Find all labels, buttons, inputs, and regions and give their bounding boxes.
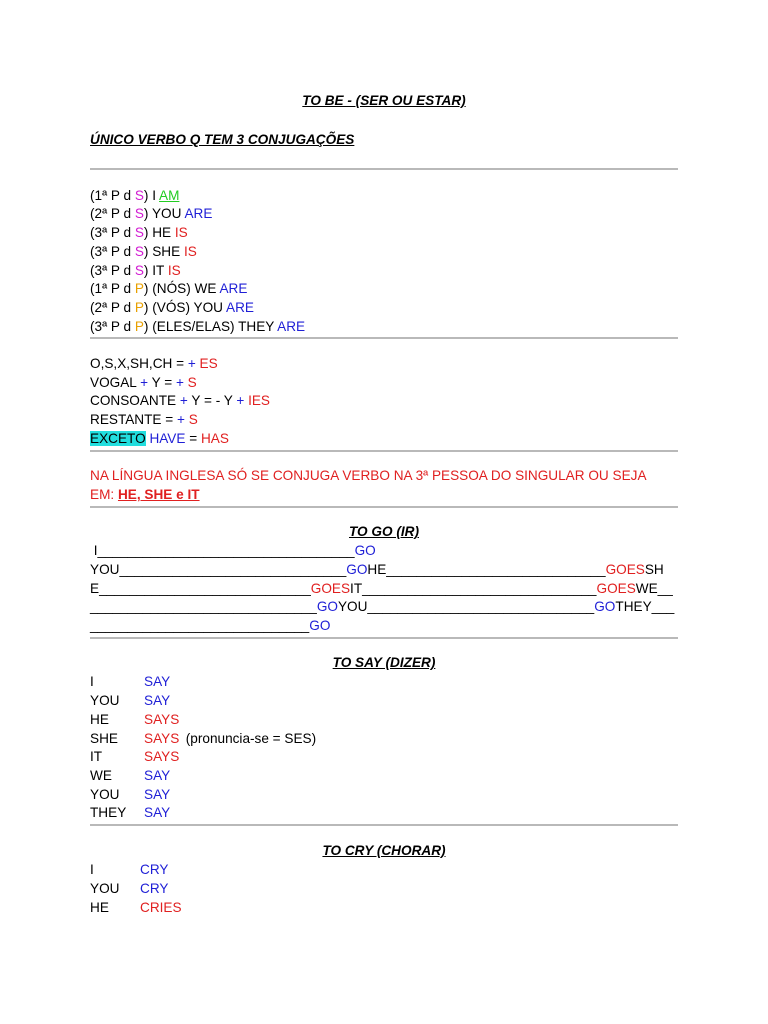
pronoun: ) SHE [143, 244, 184, 259]
to-cry-row [90, 861, 169, 878]
person-label: (1ª P d [90, 281, 135, 296]
to-cry-row [90, 880, 169, 897]
pronoun: ) (NÓS) WE [143, 281, 220, 296]
to-say-row [90, 804, 171, 821]
rule-condition: Y = [151, 375, 176, 390]
blank-line: YOU______________________________ [90, 562, 347, 577]
pronoun: WE [90, 768, 112, 783]
exception-rule: EXCETO HAVE = HAS [90, 431, 229, 446]
blank-line: ______________________________ [90, 599, 317, 614]
to-go-line [90, 580, 673, 597]
verb-form: IS [167, 263, 181, 278]
to-be-row [90, 318, 305, 335]
pronoun: THEY [90, 805, 127, 820]
verb-form: CRIES [140, 900, 182, 915]
blank-line: E____________________________ [90, 581, 311, 596]
to-be-row [90, 262, 181, 279]
blank-line: WE__ [635, 581, 673, 596]
verb-form: SAYS [144, 731, 180, 746]
to-be-row [90, 205, 212, 222]
exception-highlight: EXCETO [90, 431, 146, 446]
spelling-rule [90, 374, 197, 391]
rule-condition: Y = - Y [191, 393, 237, 408]
blank-line: YOU______________________________ [337, 599, 595, 614]
divider [90, 450, 678, 452]
verb-form: ARE [277, 319, 306, 334]
verb-form: SAY [144, 805, 171, 820]
verb-form: IS [183, 244, 197, 259]
to-go-line [90, 617, 330, 634]
to-say-row [90, 748, 180, 765]
spelling-rule [90, 392, 270, 409]
to-say-row [90, 711, 180, 728]
to-go-line [90, 542, 376, 559]
pronoun: YOU [90, 881, 120, 896]
verb-form: GO [594, 599, 616, 614]
plus-sign: + [187, 356, 200, 371]
divider [90, 637, 678, 639]
pronoun: I [90, 674, 94, 689]
to-be-row [90, 299, 254, 316]
verb-form: GO [346, 562, 368, 577]
blank-line: IT_______________________________ [350, 581, 597, 596]
pronoun: ) HE [143, 225, 175, 240]
verb-form: SAYS [144, 712, 180, 727]
verb-form: AM [159, 188, 180, 203]
rule-suffix: IES [248, 393, 270, 408]
pronoun: I [90, 862, 94, 877]
plus-sign: + [236, 393, 249, 408]
person-label: (3ª P d [90, 244, 135, 259]
verb-form: SAY [144, 768, 171, 783]
blank-line: I__________________________________ [90, 543, 355, 558]
verb-form: CRY [140, 881, 169, 896]
to-be-row [90, 224, 188, 241]
pronoun: IT [90, 749, 103, 764]
note-line: EM: HE, SHE e IT [90, 487, 200, 502]
number-marker: P [134, 319, 144, 334]
verb-form: SAY [144, 674, 171, 689]
plus-sign: + [179, 393, 192, 408]
to-go-line [90, 561, 664, 578]
to-say-row [90, 692, 171, 709]
verb-form: SAY [144, 693, 171, 708]
pronoun: YOU [90, 787, 120, 802]
pronoun: YOU [90, 693, 120, 708]
to-cry-row [90, 899, 182, 916]
note-line: NA LÍNGUA INGLESA SÓ SE CONJUGA VERBO NA 3ª PESSOA DO SINGULAR OU SEJA [90, 468, 647, 483]
person-label: (1ª P d [90, 188, 135, 203]
person-label: (2ª P d [90, 300, 135, 315]
to-be-row [90, 280, 247, 297]
pronoun: HE [90, 712, 109, 727]
to-go-title: TO GO (IR) [349, 524, 419, 539]
to-cry-title: TO CRY (CHORAR) [322, 843, 446, 858]
verb-form: GO [309, 618, 331, 633]
verb-form: GOES [310, 581, 351, 596]
page-title: TO BE - (SER OU ESTAR) [302, 93, 466, 108]
blank-line: _____________________________ [90, 618, 310, 633]
to-say-title: TO SAY (DIZER) [332, 655, 436, 670]
spelling-rule [90, 411, 198, 428]
rule-condition: CONSOANTE [90, 393, 180, 408]
divider [90, 824, 678, 826]
divider [90, 168, 678, 170]
person-label: (3ª P d [90, 225, 135, 240]
divider [90, 337, 678, 339]
rule-suffix: S [188, 412, 198, 427]
pronoun: ) YOU [143, 206, 185, 221]
to-say-row [90, 767, 171, 784]
verb-form: IS [174, 225, 188, 240]
rule-suffix: ES [199, 356, 218, 371]
plus-sign: + [140, 375, 152, 390]
verb-form: CRY [140, 862, 169, 877]
verb-form: ARE [226, 300, 254, 315]
person-label: (3ª P d [90, 263, 135, 278]
plus-sign: + [177, 412, 189, 427]
rule-condition: VOGAL [90, 375, 141, 390]
verb-form: GO [316, 599, 338, 614]
pronoun: HE [90, 900, 109, 915]
number-marker: P [134, 300, 144, 315]
pronoun: SHE [90, 731, 118, 746]
pronoun: ) (ELES/ELAS) THEY [143, 319, 278, 334]
note-pronouns: HE, SHE e IT [117, 487, 200, 502]
rule-condition: O,S,X,SH,CH = [90, 356, 188, 371]
number-marker: S [134, 188, 144, 203]
person-label: (2ª P d [90, 206, 135, 221]
pronoun: ) IT [143, 263, 168, 278]
verb-form: ARE [219, 281, 248, 296]
spelling-rule [90, 355, 218, 372]
number-marker: P [134, 281, 144, 296]
verb-form: SAY [144, 787, 171, 802]
verb-form: SAYS [144, 749, 180, 764]
blank-line: SH [644, 562, 664, 577]
to-say-row [90, 730, 317, 747]
rule-suffix: S [187, 375, 197, 390]
to-go-line [90, 598, 674, 615]
to-say-row [90, 786, 171, 803]
verb-form: ARE [184, 206, 213, 221]
to-be-row [90, 243, 197, 260]
blank-line: HE_____________________________ [367, 562, 606, 577]
number-marker: S [134, 206, 144, 221]
divider [90, 506, 678, 508]
to-say-row [90, 673, 171, 690]
person-label: (3ª P d [90, 319, 135, 334]
verb-form: GOES [596, 581, 636, 596]
section-subtitle: ÚNICO VERBO Q TEM 3 CONJUGAÇÕES [90, 132, 355, 147]
plus-sign: + [175, 375, 188, 390]
blank-line: THEY___ [615, 599, 675, 614]
to-be-row [90, 187, 179, 204]
number-marker: S [134, 263, 144, 278]
verb-form: GOES [605, 562, 645, 577]
number-marker: S [134, 225, 144, 240]
pronunciation-note: (pronuncia-se = SES) [182, 731, 317, 746]
number-marker: S [134, 244, 144, 259]
pronoun: ) I [143, 188, 160, 203]
verb-form: GO [354, 543, 376, 558]
pronoun: ) (VÓS) YOU [143, 300, 227, 315]
rule-condition: RESTANTE = [90, 412, 177, 427]
